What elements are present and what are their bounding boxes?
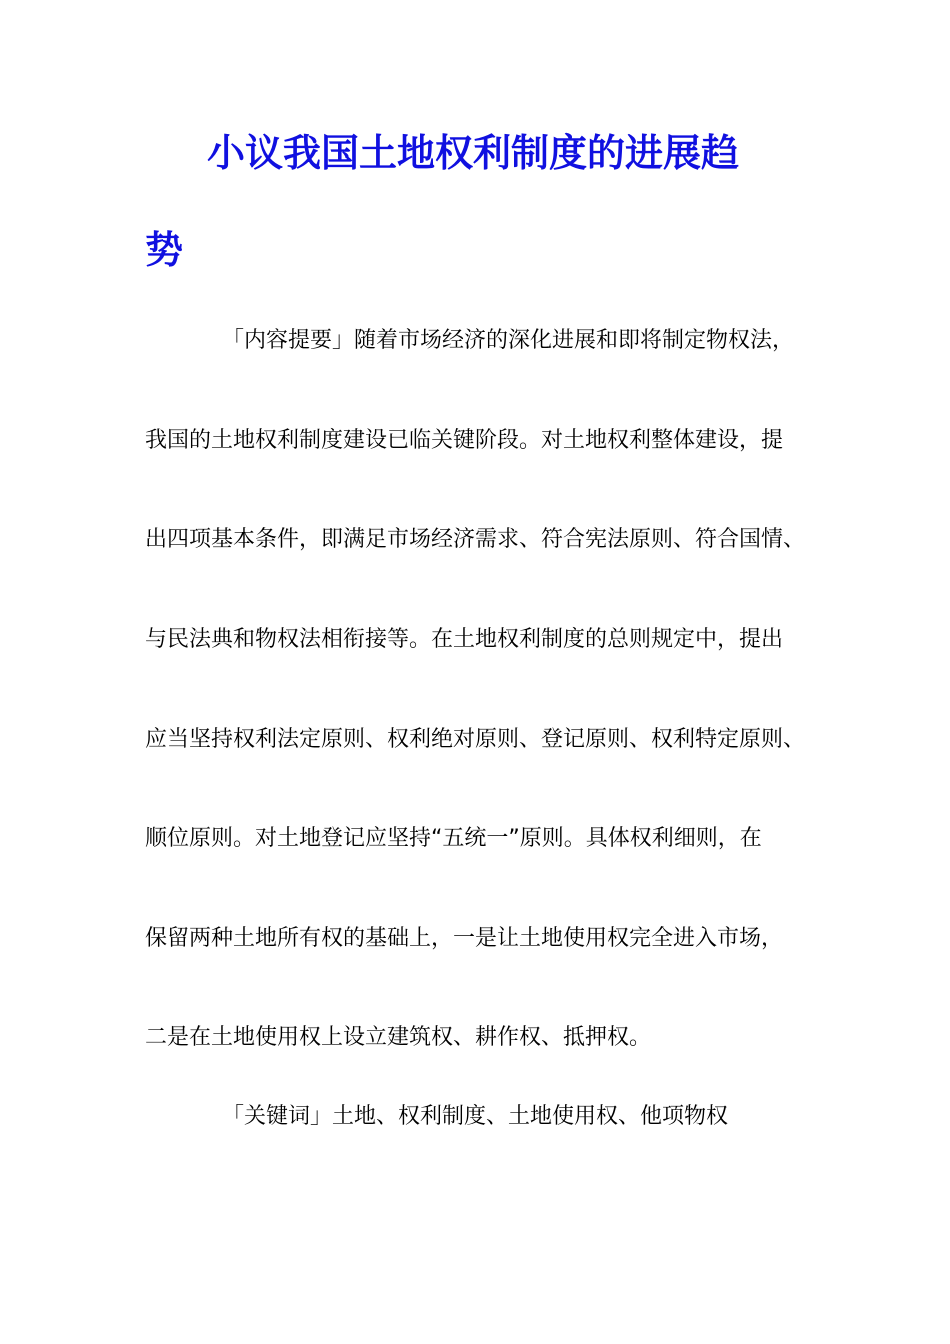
abstract-line: 应当坚持权利法定原则、权利绝对原则、登记原则、权利特定原则、 — [145, 727, 806, 752]
abstract-line: 出四项基本条件，即满足市场经济需求、符合宪法原则、符合国情、 — [145, 527, 806, 552]
document-title-line-2: 势 — [145, 228, 184, 272]
abstract-line: 与民法典和物权法相衔接等。在土地权利制度的总则规定中，提出 — [145, 627, 784, 652]
abstract-line: 二是在土地使用权上设立建筑权、耕作权、抵押权。 — [145, 1025, 652, 1050]
document-title-line-1: 小议我国土地权利制度的进展趋 — [207, 131, 740, 175]
abstract-line: 「内容提要」随着市场经济的深化进展和即将制定物权法， — [222, 328, 795, 353]
abstract-line: 我国的土地权利制度建设已临关键阶段。对土地权利整体建设，提 — [145, 428, 784, 453]
abstract-line: 顺位原则。对土地登记应坚持“五统一”原则。具体权利细则，在 — [145, 826, 762, 851]
keywords-line: 「关键词」土地、权利制度、土地使用权、他项物权 — [222, 1104, 729, 1129]
abstract-line: 保留两种土地所有权的基础上，一是让土地使用权完全进入市场， — [145, 926, 784, 951]
